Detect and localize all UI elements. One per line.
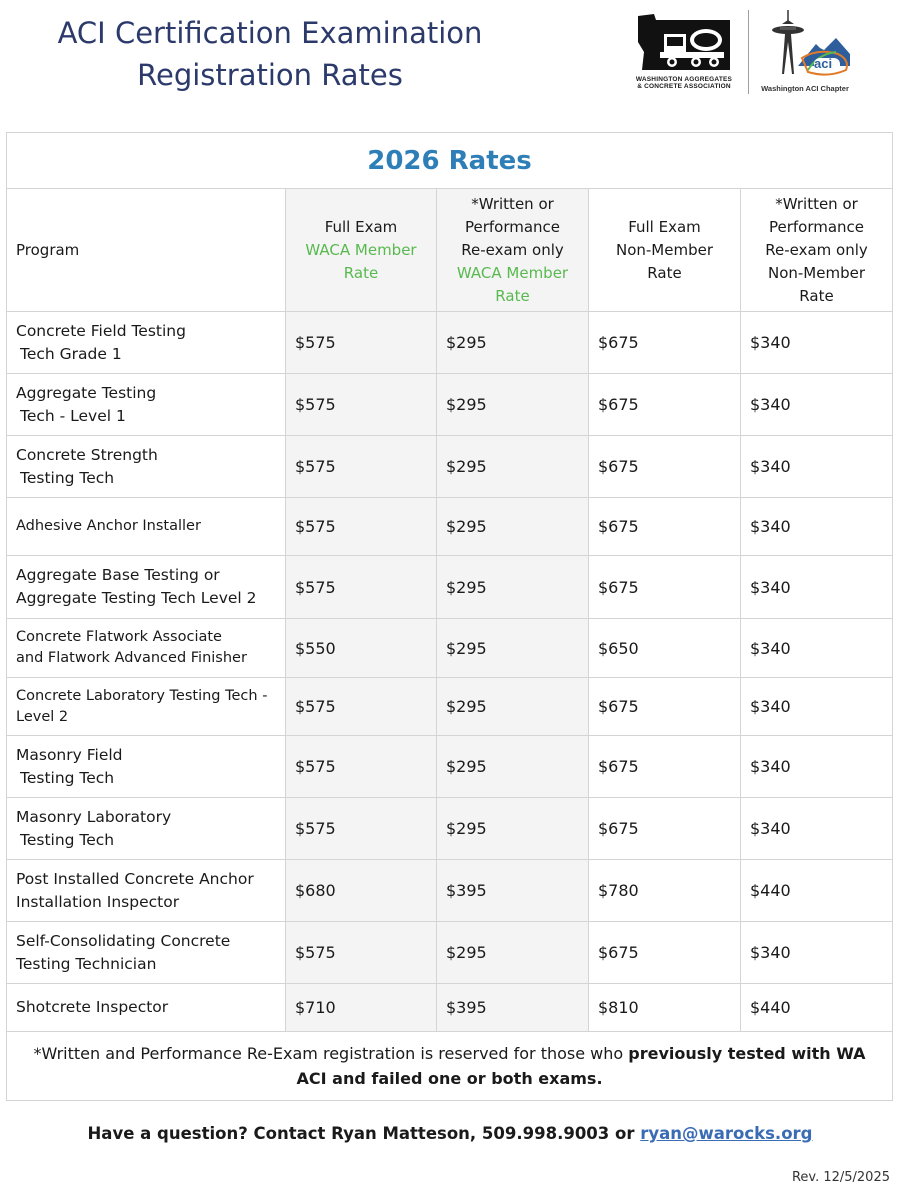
logo-divider [748, 10, 749, 94]
table-row [7, 678, 893, 736]
rate-reexam-member: $295 [437, 374, 589, 436]
rate-full-nonmember: $675 [589, 798, 741, 860]
waca-truck-icon [634, 12, 734, 76]
rate-reexam-nonmember: $340 [741, 312, 893, 374]
space-needle-icon [758, 8, 852, 82]
table-row [7, 312, 893, 374]
rates-title: 2026 Rates [7, 133, 893, 189]
rate-reexam-member: $395 [437, 984, 589, 1032]
rate-reexam-member: $295 [437, 922, 589, 984]
header-full-exam-member: Full Exam WACA Member Rate [286, 189, 437, 312]
rate-reexam-nonmember: $340 [741, 436, 893, 498]
rate-full-nonmember: $675 [589, 678, 741, 736]
rate-reexam-nonmember: $340 [741, 736, 893, 798]
rates-table [6, 132, 893, 1101]
rate-full-member: $575 [286, 498, 437, 556]
rate-full-nonmember: $780 [589, 860, 741, 922]
rate-reexam-member: $295 [437, 498, 589, 556]
rate-full-member: $575 [286, 374, 437, 436]
footnote [7, 1032, 893, 1101]
contact-email-link[interactable]: ryan@warocks.org [640, 1124, 813, 1143]
table-row [7, 619, 893, 678]
rate-full-member: $575 [286, 436, 437, 498]
rate-reexam-nonmember: $440 [741, 860, 893, 922]
program-name: Aggregate Base Testing or Aggregate Testing Tech Level 2 [7, 556, 286, 619]
program-name: Concrete Field Testing Tech Grade 1 [7, 312, 286, 374]
rate-full-member: $575 [286, 556, 437, 619]
footnote-bold-text: previously tested with WA ACI and failed one or both exams. [296, 1044, 866, 1088]
rate-full-nonmember: $675 [589, 922, 741, 984]
table-row [7, 984, 893, 1032]
rate-reexam-member: $395 [437, 860, 589, 922]
header-full-exam-nonmember: Full Exam Non-Member Rate [589, 189, 741, 312]
program-name: Shotcrete Inspector [7, 984, 286, 1032]
program-name: Post Installed Concrete Anchor Installation Inspector [7, 860, 286, 922]
program-name: Concrete Strength Testing Tech [7, 436, 286, 498]
table-row [7, 436, 893, 498]
contact-text: Have a question? Contact Ryan Matteson, 509.998.9003 or [87, 1124, 641, 1143]
rate-full-member: $575 [286, 798, 437, 860]
aci-logo-caption: Washington ACI Chapter [761, 84, 849, 93]
rate-full-nonmember: $675 [589, 736, 741, 798]
table-row [7, 556, 893, 619]
page-title [0, 12, 540, 96]
rate-full-member: $680 [286, 860, 437, 922]
waca-logo-text: WASHINGTON AGGREGATES & CONCRETE ASSOCIATION [635, 76, 733, 90]
table-row [7, 498, 893, 556]
rate-full-nonmember: $675 [589, 312, 741, 374]
rate-full-nonmember: $675 [589, 498, 741, 556]
logo-area [628, 6, 854, 96]
rate-reexam-nonmember: $340 [741, 498, 893, 556]
table-row [7, 922, 893, 984]
rate-full-nonmember: $810 [589, 984, 741, 1032]
rate-reexam-member: $295 [437, 678, 589, 736]
rate-reexam-nonmember: $340 [741, 678, 893, 736]
rate-reexam-nonmember: $340 [741, 619, 893, 678]
rate-full-nonmember: $675 [589, 436, 741, 498]
rate-reexam-member: $295 [437, 436, 589, 498]
program-name: Masonry Field Testing Tech [7, 736, 286, 798]
rate-reexam-nonmember: $340 [741, 922, 893, 984]
program-name: Masonry Laboratory Testing Tech [7, 798, 286, 860]
table-row [7, 736, 893, 798]
rate-full-member: $575 [286, 736, 437, 798]
rate-full-member: $550 [286, 619, 437, 678]
table-row [7, 860, 893, 922]
contact-line [0, 1124, 900, 1143]
rate-reexam-member: $295 [437, 556, 589, 619]
footnote-text: *Written and Performance Re-Exam registration is reserved for those who [33, 1044, 629, 1063]
rate-full-nonmember: $650 [589, 619, 741, 678]
program-name: Adhesive Anchor Installer [7, 498, 286, 556]
rate-reexam-nonmember: $340 [741, 374, 893, 436]
program-name: Concrete Laboratory Testing Tech - Level 2 [7, 678, 286, 736]
table-header-row [7, 189, 893, 312]
rate-reexam-member: $295 [437, 798, 589, 860]
revision-date: Rev. 12/5/2025 [791, 1170, 890, 1185]
aci-mark: aci [814, 56, 833, 71]
page-title-line1: ACI Certification Examination [57, 16, 483, 50]
rate-reexam-member: $295 [437, 736, 589, 798]
rate-full-member: $575 [286, 922, 437, 984]
table-row [7, 374, 893, 436]
rate-reexam-nonmember: $340 [741, 798, 893, 860]
rate-reexam-nonmember: $440 [741, 984, 893, 1032]
header-reexam-member: *Written or Performance Re-exam only WACA Member Rate [437, 189, 589, 312]
program-name: Aggregate Testing Tech - Level 1 [7, 374, 286, 436]
rate-reexam-nonmember: $340 [741, 556, 893, 619]
rate-full-nonmember: $675 [589, 374, 741, 436]
rate-full-nonmember: $675 [589, 556, 741, 619]
rate-reexam-member: $295 [437, 312, 589, 374]
rate-reexam-member: $295 [437, 619, 589, 678]
rate-full-member: $575 [286, 312, 437, 374]
rate-full-member: $575 [286, 678, 437, 736]
program-name: Concrete Flatwork Associate and Flatwork Advanced Finisher [7, 619, 286, 678]
table-row [7, 798, 893, 860]
header-program: Program [7, 189, 286, 312]
page-title-line2: Registration Rates [137, 58, 403, 92]
aci-chapter-logo [756, 6, 854, 96]
program-name: Self-Consolidating Concrete Testing Technician [7, 922, 286, 984]
rate-full-member: $710 [286, 984, 437, 1032]
header-reexam-nonmember: *Written or Performance Re-exam only Non-Member Rate [741, 189, 893, 312]
waca-logo [628, 6, 740, 96]
